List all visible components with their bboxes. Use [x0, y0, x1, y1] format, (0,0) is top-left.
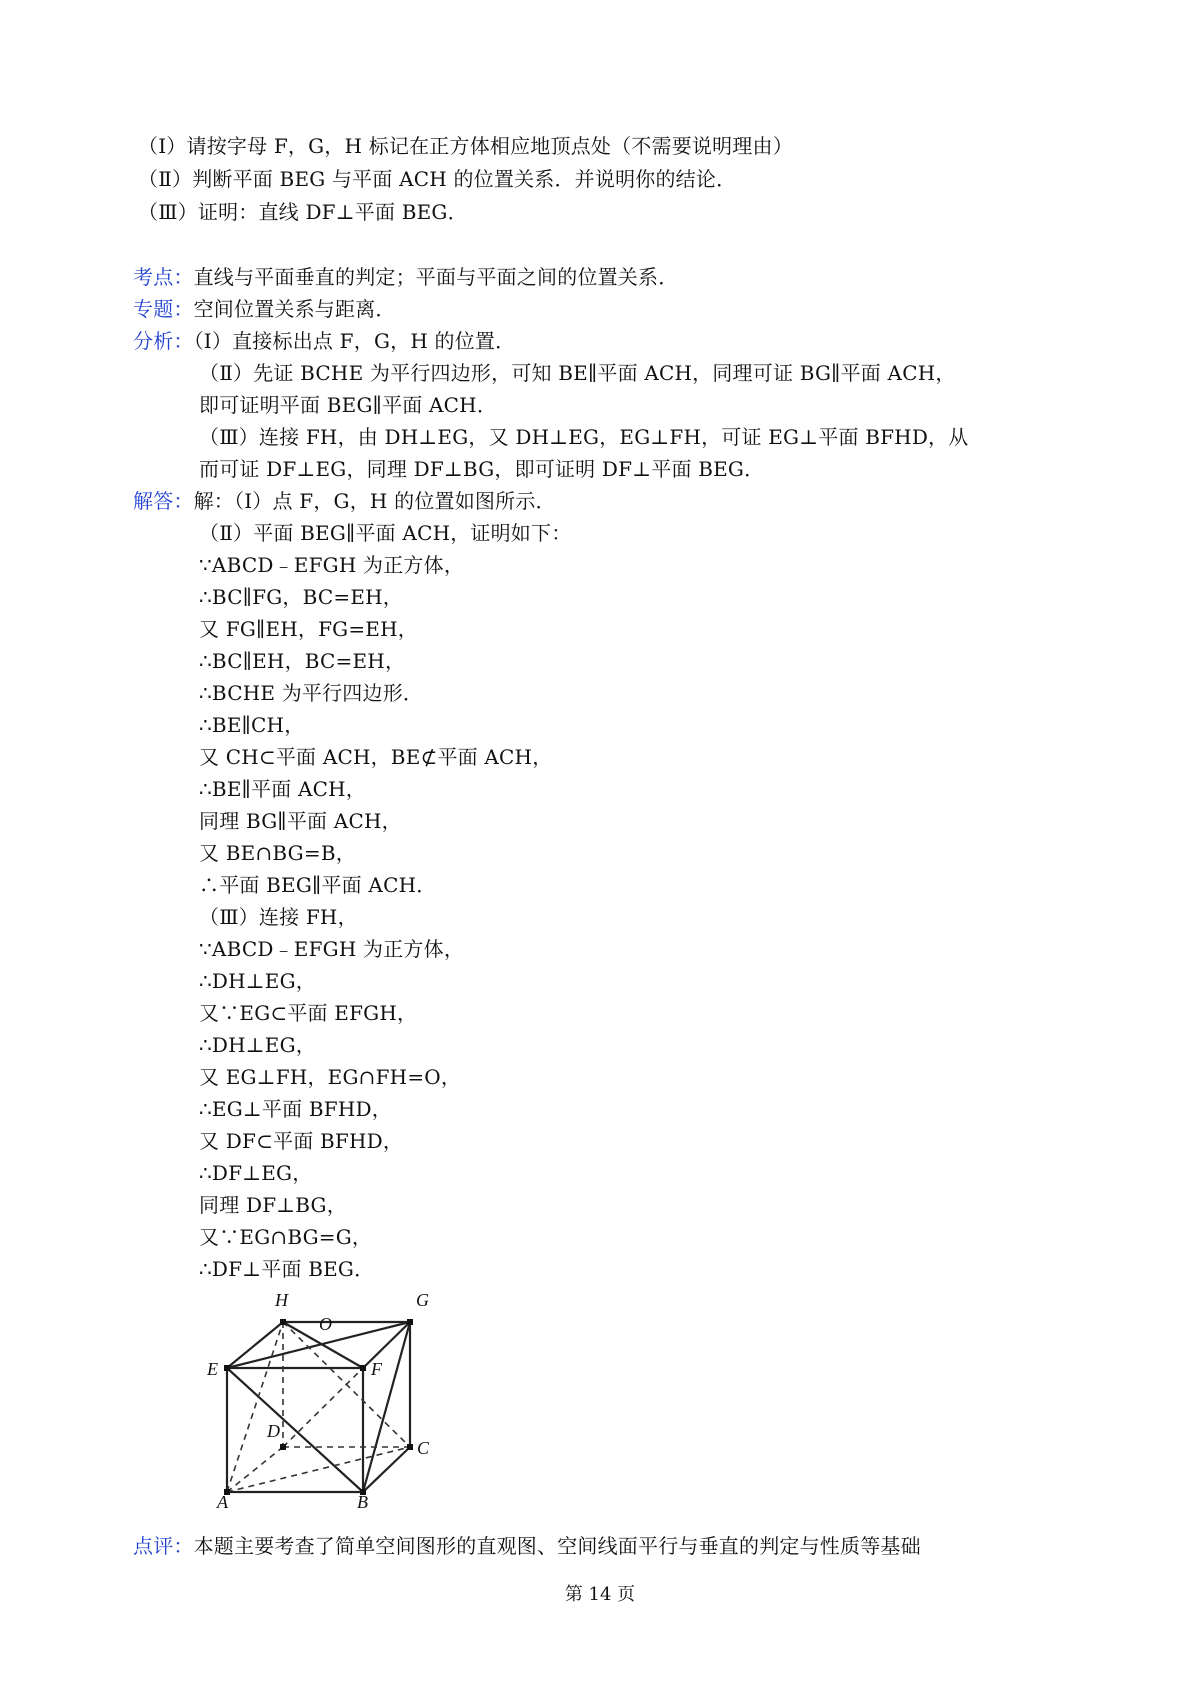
jieda-line: ∴EG⊥平面 BFHD，: [199, 1097, 392, 1121]
jieda-first-line: 解：（Ⅰ）点 F，G，H 的位置如图所示．: [193, 489, 556, 513]
fenxi-line-4: （Ⅲ）连接 FH，由 DH⊥EG，又 DH⊥EG，EG⊥FH，可证 EG⊥平面 BFHD，从: [199, 425, 969, 449]
label-O: O: [319, 1314, 332, 1334]
fenxi-line-1: （Ⅰ）直接标出点 F，G，H 的位置．: [193, 329, 516, 353]
jieda-line: 又∵EG∩BG=G，: [199, 1225, 373, 1249]
jieda-line: ∴DH⊥EG，: [199, 1033, 316, 1057]
page-number: 第 14 页: [564, 1584, 636, 1605]
label-H: H: [275, 1290, 288, 1310]
jieda-line: 又 FG∥EH，FG=EH，: [199, 617, 418, 641]
question-part-3: （Ⅲ）证明：直线 DF⊥平面 BEG．: [138, 200, 468, 224]
vertex-G-dot: [407, 1319, 413, 1325]
jieda-line: ∴DH⊥EG，: [199, 969, 316, 993]
jieda-line: ∴平面 BEG∥平面 ACH．: [199, 873, 437, 897]
fenxi-row: [133, 326, 515, 356]
vertex-H-dot: [280, 1319, 286, 1325]
jieda-line: 又 BE∩BG=B，: [199, 841, 356, 865]
label-B: B: [357, 1492, 368, 1510]
zhuanti-text: 空间位置关系与距离．: [193, 297, 396, 321]
label-D: D: [267, 1421, 280, 1441]
vertex-F-dot: [360, 1365, 366, 1371]
vertex-C-dot: [407, 1444, 413, 1450]
jieda-line: （Ⅱ）平面 BEG∥平面 ACH，证明如下：: [199, 521, 572, 545]
label-G: G: [416, 1290, 429, 1310]
jieda-line: 又 DF⊂平面 BFHD，: [199, 1129, 404, 1153]
jieda-line: ∵ABCD﹣EFGH 为正方体，: [199, 553, 465, 577]
vertex-E-dot: [224, 1365, 230, 1371]
fenxi-line-5: 而可证 DF⊥EG，同理 DF⊥BG，即可证明 DF⊥平面 BEG．: [199, 457, 765, 481]
label-A: A: [217, 1492, 228, 1510]
zhuanti-row: [133, 294, 396, 324]
jieda-line: 又 CH⊂平面 ACH，BE⊄平面 ACH，: [199, 745, 553, 769]
jieda-line: 同理 BG∥平面 ACH，: [199, 809, 402, 833]
fenxi-label: 分析：: [133, 329, 194, 353]
jieda-line: ∴DF⊥平面 BEG．: [199, 1257, 375, 1281]
label-F: F: [371, 1359, 382, 1379]
hidden-diagonal-DF: [283, 1368, 363, 1447]
jieda-line: ∴BC∥EH，BC=EH，: [199, 649, 406, 673]
vertex-D-dot: [280, 1444, 286, 1450]
dianping-label: 点评：: [133, 1534, 194, 1558]
label-E: E: [207, 1359, 218, 1379]
kaodian-label: 考点：: [133, 265, 194, 289]
label-C: C: [417, 1438, 430, 1458]
question-part-1: （Ⅰ）请按字母 F，G，H 标记在正方体相应地顶点处（不需要说明理由）: [138, 134, 793, 158]
fenxi-line-2: （Ⅱ）先证 BCHE 为平行四边形，可知 BE∥平面 ACH，同理可证 BG∥平面 ACH，: [199, 361, 956, 385]
kaodian-row: [133, 262, 678, 292]
jieda-label: 解答：: [133, 489, 194, 513]
jieda-row: [133, 486, 556, 516]
dianping-row: [133, 1531, 921, 1561]
jieda-line: （Ⅲ）连接 FH，: [199, 905, 358, 929]
jieda-line: 同理 DF⊥BG，: [199, 1193, 347, 1217]
fenxi-line-3: 即可证明平面 BEG∥平面 ACH．: [199, 393, 498, 417]
jieda-line: 又∵EG⊂平面 EFGH，: [199, 1001, 418, 1025]
dianping-text: 本题主要考查了简单空间图形的直观图、空间线面平行与垂直的判定与性质等基础: [193, 1534, 921, 1558]
jieda-line: ∴BC∥FG，BC=EH，: [199, 585, 403, 609]
jieda-line: ∴DF⊥EG，: [199, 1161, 313, 1185]
jieda-line: ∴BE∥平面 ACH，: [199, 777, 367, 801]
kaodian-text: 直线与平面垂直的判定；平面与平面之间的位置关系．: [193, 265, 679, 289]
hidden-edge-AD: [227, 1447, 283, 1492]
jieda-line: ∵ABCD﹣EFGH 为正方体，: [199, 937, 465, 961]
question-part-2: （Ⅱ）判断平面 BEG 与平面 ACH 的位置关系．并说明你的结论．: [138, 167, 737, 191]
zhuanti-label: 专题：: [133, 297, 194, 321]
cube-figure: [205, 1282, 455, 1510]
jieda-line: ∴BCHE 为平行四边形．: [199, 681, 424, 705]
jieda-line: ∴BE∥CH，: [199, 713, 305, 737]
diagonal-EB: [227, 1368, 363, 1492]
jieda-line: 又 EG⊥FH，EG∩FH=O，: [199, 1065, 462, 1089]
hidden-diagonal-AH: [227, 1322, 283, 1492]
